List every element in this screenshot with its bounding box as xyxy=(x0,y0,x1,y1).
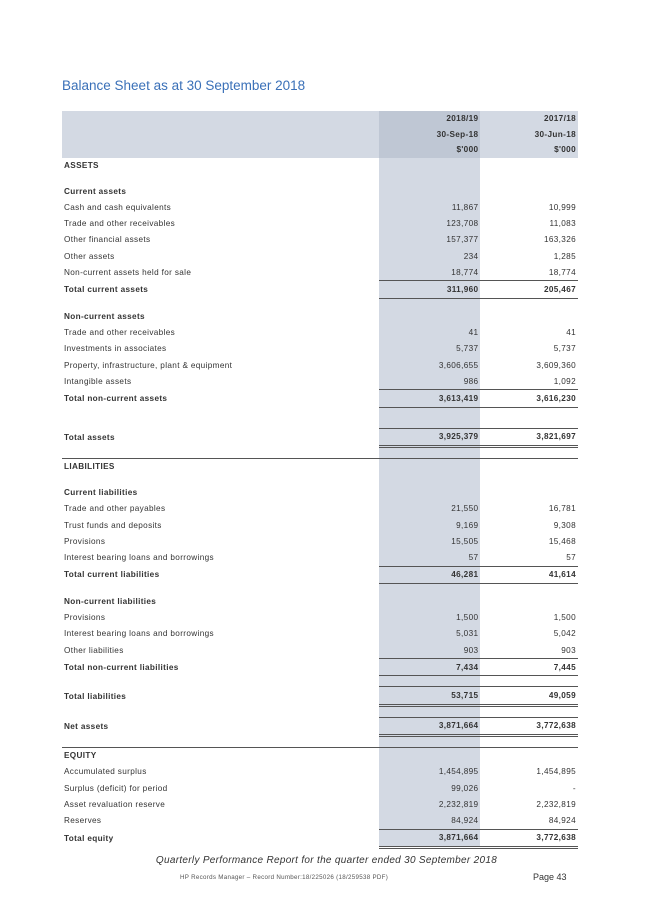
table-row: Other assets 234 1,285 xyxy=(62,248,578,264)
header-row-date xyxy=(62,127,578,143)
subsection-heading: Current liabilities xyxy=(62,485,578,501)
table-row: Other financial assets 157,377 163,326 xyxy=(62,232,578,248)
table-row: Cash and cash equivalents 11,867 10,999 xyxy=(62,200,578,216)
prior-year-header: 2017/18 xyxy=(480,111,578,127)
header-row-year xyxy=(62,111,578,127)
subsection-heading: Non-current liabilities xyxy=(62,594,578,610)
table-row: Trade and other receivables 41 41 xyxy=(62,325,578,341)
current-date-header: 30-Sep-18 xyxy=(379,127,481,143)
total-row: Total non-current liabilities 7,434 7,445 xyxy=(62,659,578,676)
current-year-header: 2018/19 xyxy=(379,111,481,127)
page-title: Balance Sheet as at 30 September 2018 xyxy=(62,78,306,93)
table-row: Interest bearing loans and borrowings 57 57 xyxy=(62,549,578,566)
table-row: Property, infrastructure, plant & equipment 3,606,655 3,609,360 xyxy=(62,357,578,373)
total-row: Total non-current assets 3,613,419 3,616,230 xyxy=(62,390,578,407)
table-row: Trust funds and deposits 9,169 9,308 xyxy=(62,517,578,533)
subsection-heading: Non-current assets xyxy=(62,309,578,325)
table-row: Provisions 15,505 15,468 xyxy=(62,533,578,549)
table-row: Other liabilities 903 903 xyxy=(62,642,578,659)
table-row: Reserves 84,924 84,924 xyxy=(62,812,578,829)
grand-total-row: Total liabilities 53,715 49,059 xyxy=(62,687,578,705)
table-row: Trade and other receivables 123,708 11,083 xyxy=(62,216,578,232)
table-row: Investments in associates 5,737 5,737 xyxy=(62,341,578,357)
net-assets-row: Net assets 3,871,664 3,772,638 xyxy=(62,717,578,735)
page-number: Page 43 xyxy=(533,872,567,882)
prior-date-header: 30-Jun-18 xyxy=(480,127,578,143)
table-row: Surplus (deficit) for period 99,026 - xyxy=(62,780,578,796)
current-unit-header: $'000 xyxy=(379,142,481,158)
footer-record-number: HP Records Manager – Record Number:18/225026 (18/259538 PDF) xyxy=(180,874,389,881)
balance-sheet-table xyxy=(62,111,578,849)
section-heading: ASSETS xyxy=(62,158,578,174)
section-heading: EQUITY xyxy=(62,747,578,764)
table-row: Intangible assets 986 1,092 xyxy=(62,373,578,390)
total-row: Total current assets 311,960 205,467 xyxy=(62,281,578,298)
header-row-unit xyxy=(62,142,578,158)
prior-unit-header: $'000 xyxy=(480,142,578,158)
footer-title: Quarterly Performance Report for the quarter ended 30 September 2018 xyxy=(155,855,498,866)
table-row: Non-current assets held for sale 18,774 18,774 xyxy=(62,264,578,281)
table-row: Asset revaluation reserve 2,232,819 2,232,819 xyxy=(62,796,578,812)
subsection-heading: Current assets xyxy=(62,184,578,200)
table-row: Provisions 1,500 1,500 xyxy=(62,610,578,626)
table-row: Accumulated surplus 1,454,895 1,454,895 xyxy=(62,764,578,780)
table-row: Trade and other payables 21,550 16,781 xyxy=(62,501,578,517)
section-heading: LIABILITIES xyxy=(62,458,578,475)
table-row: Interest bearing loans and borrowings 5,031 5,042 xyxy=(62,626,578,642)
grand-total-row: Total assets 3,925,379 3,821,697 xyxy=(62,428,578,446)
total-row: Total current liabilities 46,281 41,614 xyxy=(62,566,578,583)
grand-total-row: Total equity 3,871,664 3,772,638 xyxy=(62,829,578,847)
